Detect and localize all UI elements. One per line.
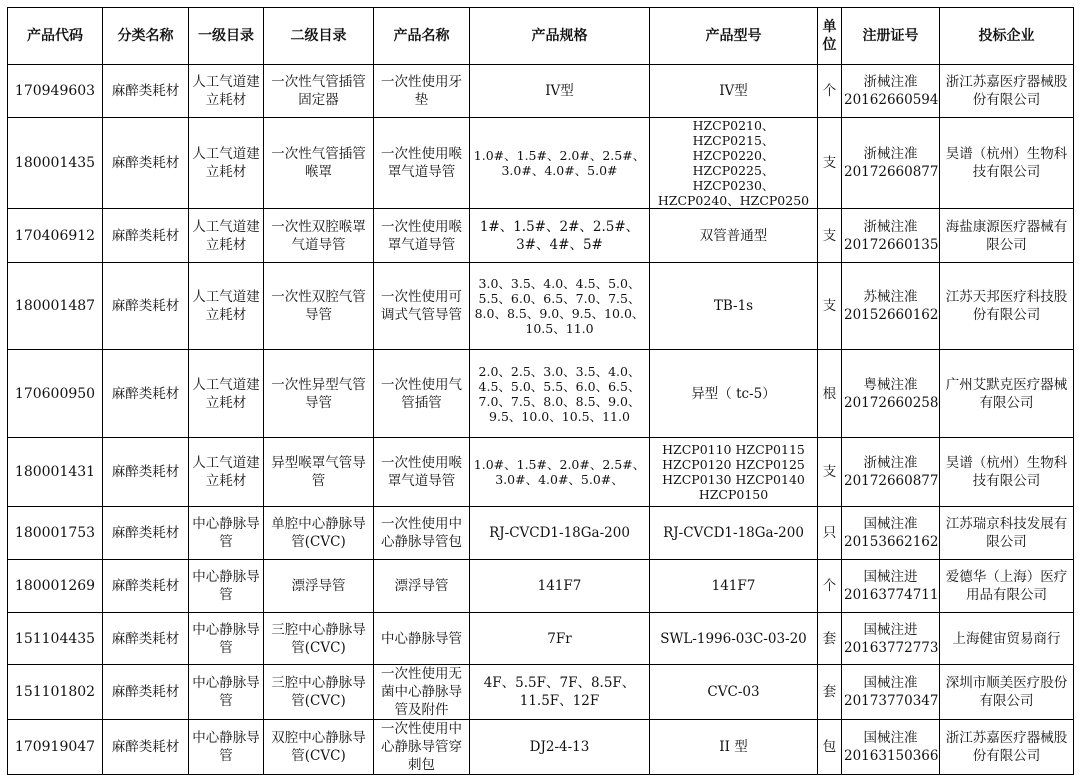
level1-cell: 中心静脉导管 bbox=[189, 720, 264, 775]
category-cell: 麻醉类耗材 bbox=[103, 350, 189, 438]
unit-cell: 只 bbox=[818, 507, 842, 560]
level1-cell: 中心静脉导管 bbox=[189, 613, 264, 665]
header-registration: 注册证号 bbox=[842, 8, 940, 65]
registration-cell: 浙械注准20162660594 bbox=[842, 65, 940, 118]
level1-cell: 人工气道建立耗材 bbox=[189, 263, 264, 350]
table-row bbox=[8, 560, 1074, 613]
category-cell: 麻醉类耗材 bbox=[103, 507, 189, 560]
unit-cell: 个 bbox=[818, 560, 842, 613]
product-name-cell: 一次性使用无菌中心静脉导管及附件 bbox=[374, 665, 470, 720]
registration-cell: 国械注准20153662162 bbox=[842, 507, 940, 560]
header-level1: 一级目录 bbox=[189, 8, 264, 65]
spec-cell: 1#、1.5#、2#、2.5#、3#、4#、5# bbox=[470, 209, 650, 263]
company-cell: 海盐康源医疗器械有限公司 bbox=[940, 209, 1074, 263]
model-cell: 141F7 bbox=[650, 560, 818, 613]
level2-cell: 一次性双腔喉罩气道导管 bbox=[264, 209, 374, 263]
category-cell: 麻醉类耗材 bbox=[103, 263, 189, 350]
unit-cell: 包 bbox=[818, 720, 842, 775]
company-cell: 爱德华（上海）医疗用品有限公司 bbox=[940, 560, 1074, 613]
level1-cell: 人工气道建立耗材 bbox=[189, 438, 264, 507]
spec-cell: 4F、5.5F、7F、8.5F、11.5F、12F bbox=[470, 665, 650, 720]
unit-cell: 套 bbox=[818, 665, 842, 720]
page bbox=[7, 7, 1074, 775]
product-name-cell: 一次性使用喉罩气道导管 bbox=[374, 438, 470, 507]
product-name-cell: 一次性使用喉罩气道导管 bbox=[374, 118, 470, 209]
product-code-cell: 180001753 bbox=[8, 507, 103, 560]
model-cell: RJ-CVCD1-18Ga-200 bbox=[650, 507, 818, 560]
category-cell: 麻醉类耗材 bbox=[103, 720, 189, 775]
spec-cell: 3.0、3.5、4.0、4.5、5.0、5.5、6.0、6.5、7.0、7.5、8.0、8.5、9.0、9.5、10.0、10.5、11.0 bbox=[470, 263, 650, 350]
product-name-cell: 一次性使用气管插管 bbox=[374, 350, 470, 438]
level1-cell: 人工气道建立耗材 bbox=[189, 65, 264, 118]
product-name-cell: 一次性使用喉罩气道导管 bbox=[374, 209, 470, 263]
company-cell: 浙江苏嘉医疗器械股份有限公司 bbox=[940, 720, 1074, 775]
level2-cell: 三腔中心静脉导管(CVC) bbox=[264, 613, 374, 665]
unit-cell: 支 bbox=[818, 118, 842, 209]
level2-cell: 一次性异型气管导管 bbox=[264, 350, 374, 438]
product-name-cell: 一次性使用可调式气管导管 bbox=[374, 263, 470, 350]
spec-cell: 7Fr bbox=[470, 613, 650, 665]
unit-cell: 个 bbox=[818, 65, 842, 118]
spec-cell: 141F7 bbox=[470, 560, 650, 613]
level2-cell: 三腔中心静脉导管(CVC) bbox=[264, 665, 374, 720]
spec-cell: IV型 bbox=[470, 65, 650, 118]
registration-cell: 国械注准20163150366 bbox=[842, 720, 940, 775]
product-code-cell: 151101802 bbox=[8, 665, 103, 720]
company-cell: 广州艾默克医疗器械有限公司 bbox=[940, 350, 1074, 438]
model-cell: IV型 bbox=[650, 65, 818, 118]
product-code-cell: 180001435 bbox=[8, 118, 103, 209]
spec-cell: 1.0#、1.5#、2.0#、2.5#、3.0#、4.0#、5.0# bbox=[470, 118, 650, 209]
product-name-cell: 中心静脉导管 bbox=[374, 613, 470, 665]
product-table bbox=[7, 7, 1074, 775]
spec-cell: DJ2-4-13 bbox=[470, 720, 650, 775]
header-category: 分类名称 bbox=[103, 8, 189, 65]
table-row bbox=[8, 118, 1074, 209]
header-row bbox=[8, 8, 1074, 65]
company-cell: 浙江苏嘉医疗器械股份有限公司 bbox=[940, 65, 1074, 118]
table-row bbox=[8, 263, 1074, 350]
level2-cell: 异型喉罩气管导管 bbox=[264, 438, 374, 507]
level1-cell: 中心静脉导管 bbox=[189, 507, 264, 560]
registration-cell: 国械注进20163774711 bbox=[842, 560, 940, 613]
table-row bbox=[8, 665, 1074, 720]
category-cell: 麻醉类耗材 bbox=[103, 209, 189, 263]
product-name-cell: 漂浮导管 bbox=[374, 560, 470, 613]
company-cell: 江苏天邦医疗科技股份有限公司 bbox=[940, 263, 1074, 350]
spec-cell: RJ-CVCD1-18Ga-200 bbox=[470, 507, 650, 560]
registration-cell: 浙械注准20172660877 bbox=[842, 438, 940, 507]
model-cell: 异型（ tc-5） bbox=[650, 350, 818, 438]
table-row bbox=[8, 65, 1074, 118]
product-code-cell: 180001269 bbox=[8, 560, 103, 613]
level2-cell: 一次性双腔气管导管 bbox=[264, 263, 374, 350]
model-cell: II 型 bbox=[650, 720, 818, 775]
product-code-cell: 180001431 bbox=[8, 438, 103, 507]
model-cell: HZCP0210、HZCP0215、HZCP0220、HZCP0225、HZCP0230、HZCP0240、HZCP0250 bbox=[650, 118, 818, 209]
category-cell: 麻醉类耗材 bbox=[103, 118, 189, 209]
category-cell: 麻醉类耗材 bbox=[103, 560, 189, 613]
level1-cell: 中心静脉导管 bbox=[189, 560, 264, 613]
product-name-cell: 一次性使用中心静脉导管包 bbox=[374, 507, 470, 560]
level2-cell: 单腔中心静脉导管(CVC) bbox=[264, 507, 374, 560]
category-cell: 麻醉类耗材 bbox=[103, 65, 189, 118]
level2-cell: 漂浮导管 bbox=[264, 560, 374, 613]
level2-cell: 一次性气管插管固定器 bbox=[264, 65, 374, 118]
level1-cell: 人工气道建立耗材 bbox=[189, 118, 264, 209]
company-cell: 昊谱（杭州）生物科技有限公司 bbox=[940, 118, 1074, 209]
company-cell: 昊谱（杭州）生物科技有限公司 bbox=[940, 438, 1074, 507]
unit-cell: 支 bbox=[818, 438, 842, 507]
category-cell: 麻醉类耗材 bbox=[103, 665, 189, 720]
product-code-cell: 180001487 bbox=[8, 263, 103, 350]
level1-cell: 人工气道建立耗材 bbox=[189, 350, 264, 438]
registration-cell: 粤械注准20172660258 bbox=[842, 350, 940, 438]
model-cell: HZCP0110 HZCP0115 HZCP0120 HZCP0125 HZCP0130 HZCP0140 HZCP0150 bbox=[650, 438, 818, 507]
category-cell: 麻醉类耗材 bbox=[103, 438, 189, 507]
registration-cell: 浙械注准20172660877 bbox=[842, 118, 940, 209]
unit-cell: 支 bbox=[818, 209, 842, 263]
table-row bbox=[8, 438, 1074, 507]
spec-cell: 1.0#、1.5#、2.0#、2.5#、3.0#、4.0#、5.0#、 bbox=[470, 438, 650, 507]
table-row bbox=[8, 507, 1074, 560]
unit-cell: 根 bbox=[818, 350, 842, 438]
product-code-cell: 170406912 bbox=[8, 209, 103, 263]
registration-cell: 国械注进20163772773 bbox=[842, 613, 940, 665]
header-model: 产品型号 bbox=[650, 8, 818, 65]
registration-cell: 国械注准20173770347 bbox=[842, 665, 940, 720]
company-cell: 上海健宙贸易商行 bbox=[940, 613, 1074, 665]
table-row bbox=[8, 613, 1074, 665]
header-spec: 产品规格 bbox=[470, 8, 650, 65]
table-row bbox=[8, 209, 1074, 263]
header-company: 投标企业 bbox=[940, 8, 1074, 65]
product-name-cell: 一次性使用中心静脉导管穿刺包 bbox=[374, 720, 470, 775]
product-code-cell: 170919047 bbox=[8, 720, 103, 775]
model-cell: CVC-03 bbox=[650, 665, 818, 720]
level1-cell: 中心静脉导管 bbox=[189, 665, 264, 720]
level2-cell: 双腔中心静脉导管(CVC) bbox=[264, 720, 374, 775]
spec-cell: 2.0、2.5、3.0、3.5、4.0、4.5、5.0、5.5、6.0、6.5、7.0、7.5、8.0、8.5、9.0、9.5、10.0、10.5、11.0 bbox=[470, 350, 650, 438]
category-cell: 麻醉类耗材 bbox=[103, 613, 189, 665]
table-row bbox=[8, 720, 1074, 775]
level1-cell: 人工气道建立耗材 bbox=[189, 209, 264, 263]
model-cell: 双管普通型 bbox=[650, 209, 818, 263]
registration-cell: 浙械注准20172660135 bbox=[842, 209, 940, 263]
header-product-name: 产品名称 bbox=[374, 8, 470, 65]
unit-cell: 套 bbox=[818, 613, 842, 665]
model-cell: SWL-1996-03C-03-20 bbox=[650, 613, 818, 665]
company-cell: 深圳市顺美医疗股份有限公司 bbox=[940, 665, 1074, 720]
model-cell: TB-1s bbox=[650, 263, 818, 350]
header-unit: 单位 bbox=[818, 8, 842, 65]
company-cell: 江苏瑞京科技发展有限公司 bbox=[940, 507, 1074, 560]
product-name-cell: 一次性使用牙垫 bbox=[374, 65, 470, 118]
registration-cell: 苏械注准20152660162 bbox=[842, 263, 940, 350]
unit-cell: 支 bbox=[818, 263, 842, 350]
header-level2: 二级目录 bbox=[264, 8, 374, 65]
header-product-code: 产品代码 bbox=[8, 8, 103, 65]
product-code-cell: 170600950 bbox=[8, 350, 103, 438]
level2-cell: 一次性气管插管喉罩 bbox=[264, 118, 374, 209]
product-code-cell: 151104435 bbox=[8, 613, 103, 665]
table-row bbox=[8, 350, 1074, 438]
product-code-cell: 170949603 bbox=[8, 65, 103, 118]
